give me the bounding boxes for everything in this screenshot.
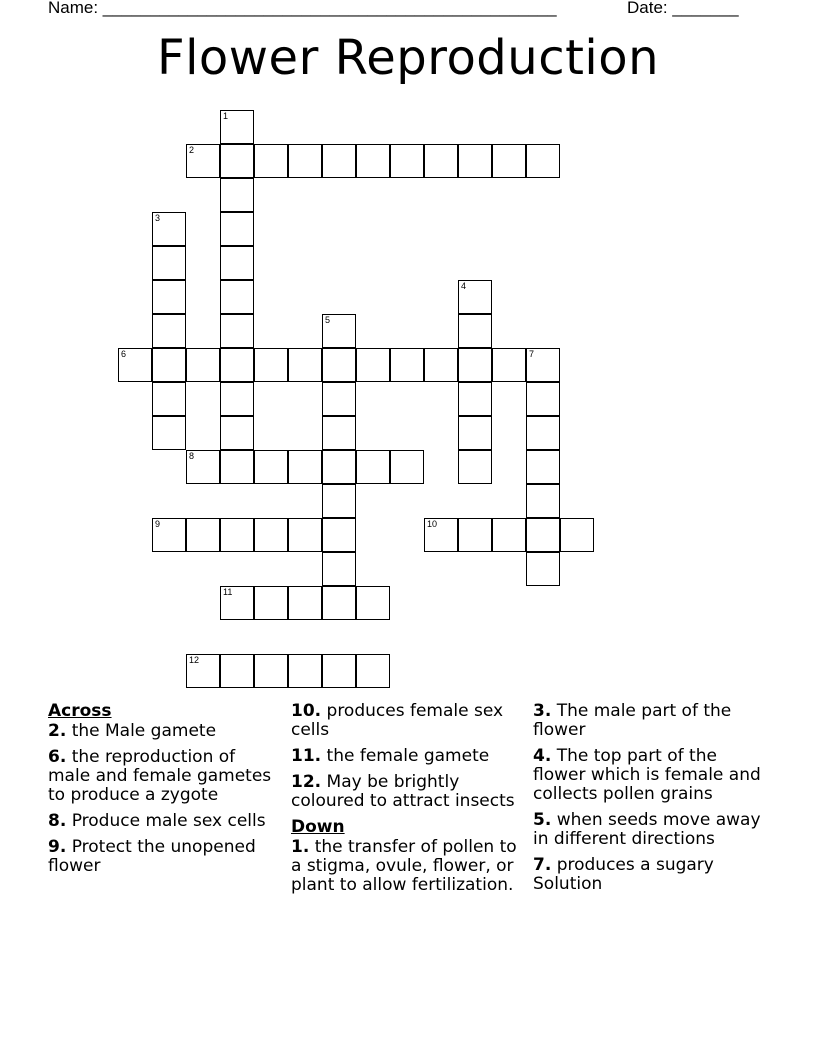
name-field-label: Name: ________________________________________________ [48,0,557,17]
clue-text: Produce male sex cells [66,811,266,831]
clue-column-2 [291,702,523,902]
crossword-cell[interactable] [322,484,356,518]
crossword-cell[interactable] [322,518,356,552]
cell-number: 12 [189,655,200,665]
clue-down-7 [533,856,773,894]
crossword-cell[interactable] [424,348,458,382]
crossword-cell[interactable] [118,348,152,382]
crossword-cell[interactable] [526,382,560,416]
cell-number: 1 [223,111,229,121]
clue-across-12 [291,773,523,811]
cell-number: 2 [189,145,195,155]
cell-number: 9 [155,519,161,529]
crossword-cell[interactable] [288,654,322,688]
crossword-cell[interactable] [322,416,356,450]
crossword-cell[interactable] [186,450,220,484]
crossword-cell[interactable] [560,518,594,552]
crossword-cell[interactable] [458,314,492,348]
clue-across-2 [48,722,273,741]
crossword-cell[interactable] [254,654,288,688]
crossword-cell[interactable] [356,144,390,178]
crossword-cell[interactable] [390,144,424,178]
clue-number: 10. [291,701,322,721]
clue-number: 2. [48,721,67,741]
clue-across-8 [48,812,273,831]
clue-down-4 [533,747,773,804]
crossword-cell[interactable] [322,382,356,416]
crossword-cell[interactable] [322,348,356,382]
crossword-cell[interactable] [322,450,356,484]
crossword-cell[interactable] [152,416,186,450]
crossword-cell[interactable] [424,144,458,178]
clue-text: produces a sugary Solution [533,855,714,894]
crossword-cell[interactable] [526,144,560,178]
crossword-cell[interactable] [356,348,390,382]
clue-text: The top part of the flower which is female and collects pollen grains [533,746,761,804]
crossword-cell[interactable] [152,382,186,416]
crossword-cell[interactable] [458,280,492,314]
cell-number: 6 [121,349,127,359]
crossword-cell[interactable] [254,450,288,484]
crossword-cell[interactable] [322,144,356,178]
crossword-cell[interactable] [458,144,492,178]
clue-number: 7. [533,855,552,875]
crossword-cell[interactable] [220,654,254,688]
clue-number: 5. [533,810,552,830]
across-heading: Across [48,701,112,721]
crossword-cell[interactable] [526,484,560,518]
crossword-cell[interactable] [424,518,458,552]
crossword-cell[interactable] [152,212,186,246]
cell-number: 4 [461,281,467,291]
clue-number: 12. [291,772,322,792]
crossword-cell[interactable] [458,348,492,382]
clue-text: Protect the unopened flower [48,837,256,876]
clue-text: the Male gamete [66,721,217,741]
crossword-cell[interactable] [526,518,560,552]
crossword-cell[interactable] [220,416,254,450]
crossword-cell[interactable] [322,654,356,688]
crossword-cell[interactable] [356,450,390,484]
clue-across-6 [48,748,273,805]
crossword-cell[interactable] [152,280,186,314]
crossword-cell[interactable] [220,450,254,484]
crossword-cell[interactable] [356,586,390,620]
crossword-cell[interactable] [220,246,254,280]
crossword-cell[interactable] [288,518,322,552]
clue-number: 1. [291,837,310,857]
crossword-cell[interactable] [288,348,322,382]
crossword-cell[interactable] [220,382,254,416]
clue-across-10 [291,702,523,740]
crossword-cell[interactable] [186,348,220,382]
clue-down-5 [533,811,773,849]
crossword-cell[interactable] [526,552,560,586]
crossword-cell[interactable] [254,518,288,552]
crossword-cell[interactable] [220,144,254,178]
crossword-cell[interactable] [288,144,322,178]
clue-column-1 [48,702,273,883]
clue-number: 6. [48,747,67,767]
crossword-cell[interactable] [356,654,390,688]
clue-number: 4. [533,746,552,766]
crossword-cell[interactable] [322,552,356,586]
clue-across-11 [291,747,523,766]
crossword-cell[interactable] [526,348,560,382]
crossword-cell[interactable] [390,450,424,484]
clue-number: 8. [48,811,67,831]
crossword-cell[interactable] [322,314,356,348]
crossword-cell[interactable] [526,450,560,484]
crossword-cell[interactable] [458,416,492,450]
crossword-cell[interactable] [220,314,254,348]
cell-number: 10 [427,519,438,529]
crossword-cell[interactable] [220,280,254,314]
crossword-cell[interactable] [288,586,322,620]
crossword-cell[interactable] [492,348,526,382]
crossword-cell[interactable] [458,518,492,552]
clue-across-9 [48,838,273,876]
crossword-cell[interactable] [322,586,356,620]
crossword-cell[interactable] [458,382,492,416]
clue-list [0,702,816,1042]
crossword-cell[interactable] [186,518,220,552]
down-heading: Down [291,817,345,837]
clue-text: May be brightly coloured to attract insects [291,772,515,811]
clue-column-3 [533,702,773,901]
clue-text: when seeds move away in different directions [533,810,761,849]
clue-number: 9. [48,837,67,857]
clue-text: produces female sex cells [291,701,504,740]
crossword-cell[interactable] [492,144,526,178]
cell-number: 3 [155,213,161,223]
crossword-cell[interactable] [220,178,254,212]
crossword-cell[interactable] [152,246,186,280]
clue-text: the reproduction of male and female gametes to produce a zygote [48,747,272,805]
crossword-cell[interactable] [254,144,288,178]
clue-number: 11. [291,746,322,766]
crossword-cell[interactable] [220,212,254,246]
crossword-cell[interactable] [186,654,220,688]
crossword-cell[interactable] [220,586,254,620]
clue-text: the female gamete [321,746,490,766]
crossword-cell[interactable] [254,348,288,382]
crossword-cell[interactable] [458,450,492,484]
crossword-cell[interactable] [526,416,560,450]
crossword-cell[interactable] [254,586,288,620]
clue-down-1 [291,838,523,895]
clue-text: the transfer of pollen to a stigma, ovule, flower, or plant to allow fertilization. [291,837,517,895]
clue-down-3 [533,702,773,740]
cell-number: 7 [529,349,535,359]
crossword-cell[interactable] [152,348,186,382]
crossword-cell[interactable] [152,518,186,552]
crossword-cell[interactable] [220,518,254,552]
crossword-cell[interactable] [288,450,322,484]
clue-text: The male part of the flower [533,701,732,740]
crossword-cell[interactable] [492,518,526,552]
page-title: Flower Reproduction [156,30,660,86]
cell-number: 11 [223,587,233,597]
crossword-cell[interactable] [186,144,220,178]
crossword-cell[interactable] [220,110,254,144]
cell-number: 8 [189,451,195,461]
cell-number: 5 [325,315,331,325]
clue-number: 3. [533,701,552,721]
crossword-cell[interactable] [152,314,186,348]
date-field-label: Date: _______ [627,0,739,17]
crossword-cell[interactable] [390,348,424,382]
crossword-cell[interactable] [220,348,254,382]
